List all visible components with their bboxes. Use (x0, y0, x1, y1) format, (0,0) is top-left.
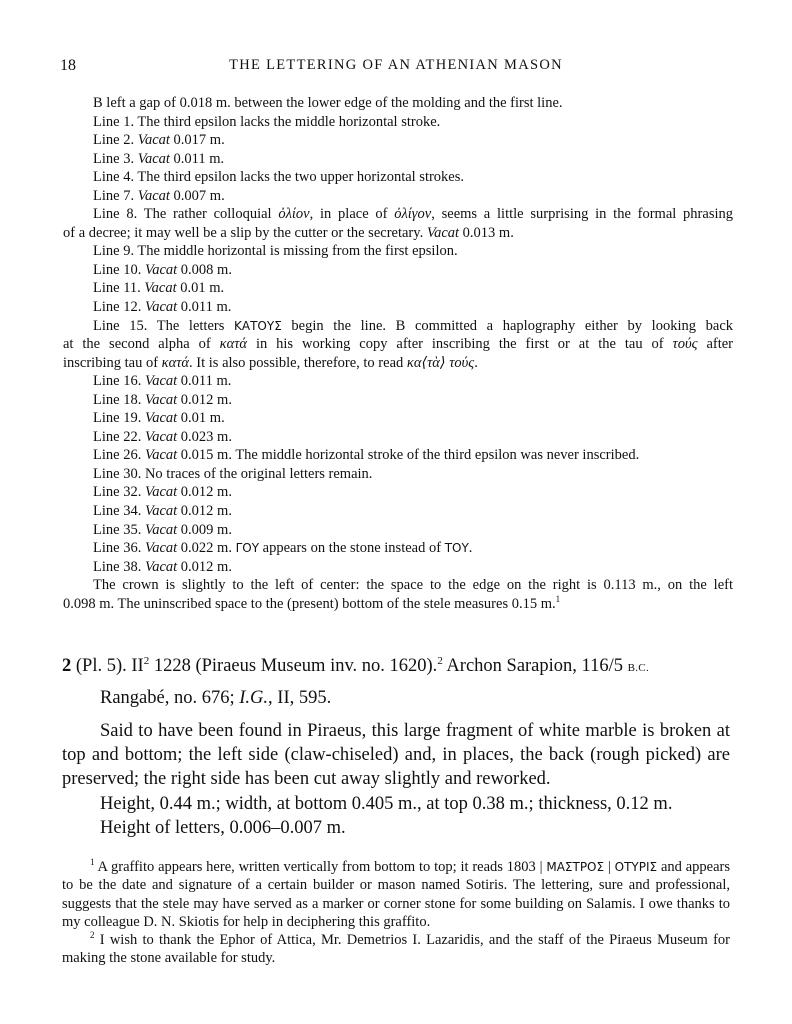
note-line: at the second alpha of κατά in his working copy after inscribing the first or at the tau of τούς after (63, 336, 734, 353)
note-line: Line 4. The third epsilon lacks the two upper horizontal strokes. (93, 169, 465, 186)
note-line: Line 10. Vacat 0.008 m. (93, 261, 232, 278)
running-title: THE LETTERING OF AN ATHENIAN MASON (229, 57, 563, 73)
entry-heading: 2 (Pl. 5). $II^2$ 1228 (Piraeus Museum inv. no. 1620).$^2$ Archon Sarapion, 116/5 B.C. (62, 654, 649, 676)
description-paragraph: Said to have been found in Piraeus, this large fragment of white marble is broken at top and bottom; the left side (claw-chiseled) and, in places, the back (rough picked) are preserved; the right side has been cut away slightly and reworked. (62, 721, 730, 790)
epigraphic-notes (63, 94, 734, 613)
note-line: Line 38. Vacat 0.012 m. (93, 558, 232, 575)
footnote-ref: 1 (555, 593, 561, 604)
note-line: Line 19. Vacat 0.01 m. (93, 410, 225, 427)
note-line: Line 12. Vacat 0.011 m. (93, 299, 232, 316)
footnotes (62, 858, 730, 968)
entry-bibliography: Rangabé, no. 676; I.G., II, 595. (100, 688, 332, 708)
note-line: The crown is slightly to the left of center: the space to the edge on the right is 0.113 m., on the left (93, 577, 733, 594)
page-number: 18 (60, 57, 76, 74)
note-line: Line 9. The middle horizontal is missing from the first epsilon. (93, 243, 458, 260)
dimensions: Height, 0.44 m.; width, at bottom 0.405 m., at top 0.38 m.; thickness, 0.12 m. (100, 793, 673, 814)
footnote-ref: 2 (437, 654, 443, 667)
note-line: Line 8. The rather colloquial ὀλίον, in place of ὀλίγον, seems a little surprising in the formal phrasing (93, 206, 733, 223)
letter-height: Height of letters, 0.006–0.007 m. (100, 817, 346, 838)
note-line: Line 11. Vacat 0.01 m. (93, 280, 225, 297)
note-line: Line 26. Vacat 0.015 m. The middle horizontal stroke of the third epsilon was never inscribed. (93, 447, 640, 464)
entry-description (62, 719, 730, 840)
note-line: Line 16. Vacat 0.011 m. (93, 373, 232, 390)
note-line: Line 2. Vacat 0.017 m. (93, 132, 225, 149)
note-line: Line 34. Vacat 0.012 m. (93, 503, 232, 520)
note-line: Line 3. Vacat 0.011 m. (93, 150, 225, 167)
note-line: Line 35. Vacat 0.009 m. (93, 521, 232, 538)
note-line: Line 18. Vacat 0.012 m. (93, 391, 232, 408)
note-line: B left a gap of 0.018 m. between the lower edge of the molding and the first line. (93, 95, 563, 111)
note-line: 0.098 m. The uninscribed space to the (present) bottom of the stele measures 0.15 m.$^1$ (63, 593, 561, 612)
note-line: Line 30. No traces of the original letters remain. (93, 465, 373, 482)
note-line: Line 22. Vacat 0.023 m. (93, 428, 232, 445)
entry-number: 2 (62, 656, 72, 676)
note-line: of a decree; it may well be a slip by the cutter or the secretary. Vacat 0.013 m. (63, 224, 514, 241)
footnote-2: $^2$ I wish to thank the Ephor of Attica, Mr. Demetrios I. Lazaridis, and the staff of the Piraeus Museum for making the stone available for study. (62, 930, 730, 967)
note-line: inscribing tau of κατά. It is also possible, therefore, to read κα⟨τὰ⟩ τούς. (63, 354, 478, 371)
note-line: Line 7. Vacat 0.007 m. (93, 187, 225, 204)
note-line: Line 15. The letters ΚΑΤΟΥΣ begin the line. B committed a haplography either by looking back (93, 317, 734, 334)
note-line: Line 32. Vacat 0.012 m. (93, 484, 232, 501)
note-line: Line 1. The third epsilon lacks the middle horizontal stroke. (93, 113, 441, 130)
footnote-1: $^1$ A graffito appears here, written vertically from bottom to top; it reads 1803 | ΜΑΣΤΡΟΣ | ΟΤΥΡΙΣ and appears to be the date and signature of a certain builder or mason named Sotiris. The lettering, sure and professional, suggests that the stele may have served as a marker or corner stone for some building on Salamis. I owe thanks to my colleague D. N. Skiotis for help in deciphering this graffito. (62, 857, 730, 930)
note-line: Line 36. Vacat 0.022 m. ΓΟΥ appears on the stone instead of ΤΟΥ. (93, 540, 473, 557)
